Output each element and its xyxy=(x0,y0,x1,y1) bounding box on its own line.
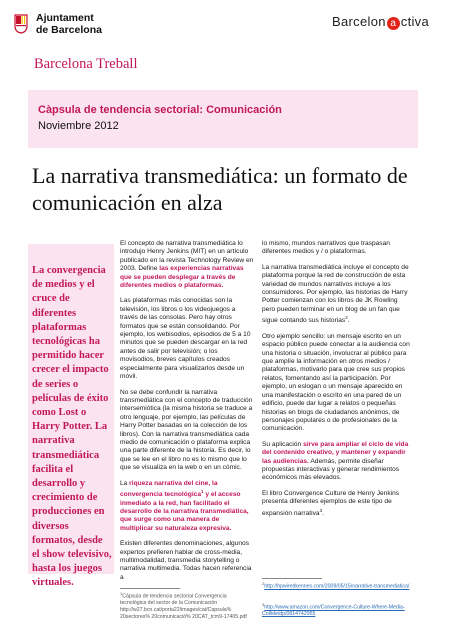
highlight-text: y el acceso inmediato a la red, han facilitado el desarrollo de la narrativa transmediática, que surge como una manera de multiplicar su naturaleza expresiva. xyxy=(120,491,249,532)
paragraph-text: El concepto de narrativa transmediática lo introdujo Henry Jenkins (MIT) en un artículo publicado en la revista Technology Review en 2003. Define xyxy=(120,240,254,273)
paragraph-text: La narrativa transmediática incluye el concepto de plataforma porque la red de construcción de esta variedad de mundos narrativos incluye a los consumidores. Por ejemplo, las historias de Harry Potter comienzan con los libros de JK Rowling pero pueden terminar en un blog de un fan que sigue contando sus historias xyxy=(262,263,409,325)
paragraph-text: La xyxy=(120,479,130,487)
paragraph: lo mismo, mundos narrativos que traspasan diferentes medios y / o plataformas. xyxy=(262,240,390,256)
highlight-text: sirve para ampliar el ciclo de vida del contenido creativo, y mantener y expandir las audiencias. xyxy=(262,440,409,465)
paragraph-text: El libro Convergence Culture de Henry Jenkins presenta diferentes ejemplos de este tipo de expansión narrativa xyxy=(262,489,400,517)
highlight-text: riqueza narrativa del cine, la convergencia tecnológica xyxy=(120,479,218,499)
sidebar-summary xyxy=(28,244,114,589)
capsule-date: Noviembre 2012 xyxy=(38,120,119,132)
footnote-ref[interactable]: 3 xyxy=(319,507,323,513)
footnote-3 xyxy=(262,602,410,618)
footnote-link[interactable]: http://www.amazon.com/Convergence-Culture-Where-Media-Collide/dp/0814742955 xyxy=(262,604,405,618)
capsule-label: Càpsula de tendencia sectorial: Comunicación xyxy=(38,104,282,116)
footnote-number: 3 xyxy=(262,602,265,607)
page-header xyxy=(0,0,453,50)
sidebar-summary-text: La convergencia de medios y el cruce de diferentes plataformas tecnológicas ha permitido hacer crecer el impacto de series o películas de éxito como Lost o Harry Potter. La narrativa transmediática facilita el desarrollo y crecimiento de producciones en diversos formatos, desde el show televisivo, hasta los juegos virtuales. xyxy=(32,265,112,589)
footnote-number: 1 xyxy=(120,591,123,596)
paragraph xyxy=(120,480,254,534)
main-title: La narrativa transmediática: un formato de comunicación en alza xyxy=(32,163,408,215)
footnote-link[interactable]: http://hpwiredkennes.com/2009/05/15/narrative-transmediatica/ xyxy=(264,583,410,590)
paragraph xyxy=(262,441,410,483)
paragraph: No se debe confundir la narrativa transmediática con el concepto de traducción intersemiótica (la misma historia se traduce a otro lenguaje, por ejemplo, las películas de Harry Potter basadas en la colección de los libros). Con la narrativa transmediática cada medio de comunicación o plataforma explica una parte diferente de la historia. Es decir, lo que se lee en el libro no es lo mismo que lo que se visualiza en la web o en un cómic. xyxy=(120,388,253,472)
paragraph: El libro Convergence Culture de Henry Jenkins presenta diferentes ejemplos de este tipo de expansión narrativa$^3$. xyxy=(262,489,400,517)
ajuntament-logo-line1: Ajuntament xyxy=(36,12,94,24)
paragraph: Las plataformas más conocidas son la televisión, los libros o los videojuegos a través de las consolas. Pero hay otros formatos que se están consolidando. Por ejemplo, los webisodios, episodios de 5 a 10 minutos que se pueden descargar en la red antes de salir por televisión; o los movisodios, breves capítulos creados especialmente para visualizarlos desde un móvil. xyxy=(120,297,251,381)
footnote-number: 2 xyxy=(262,581,265,586)
capsule-box xyxy=(28,90,418,148)
section-title: Barcelona Treball xyxy=(34,56,138,72)
ba-logo-before: Barcelon xyxy=(332,14,386,29)
paragraph-text: Además, permite diseñar propuestas interactivas y generar rendimientos económicos más elevados. xyxy=(262,457,400,482)
ajuntament-logo xyxy=(14,12,114,42)
paragraph: Otro ejemplo sencillo: un mensaje escrito en un espacio público puede conectar a la audiencia con una historia o situación, involucrar al público para que amplíe la información en otros medios / plataformas, motivarlo para que cree sus propios relatos, fomentando así la participación. Por ejemplo, un eslogan o un mensaje aparecido en una manifestación o escrito en una pared de un edificio, puede dar lugar a relatos o pequeñas historias en blogs de ciudadanos anónimos, de personajes populares o de profesionales de la comunicación. xyxy=(262,332,410,433)
paragraph: La narrativa transmediática incluye el concepto de plataforma porque la red de construcción de esta variedad de mundos narrativos incluye a los consumidores. Por ejemplo, las historias de Harry Potter comienzan con los libros de JK Rowling pero pueden terminar en un blog de un fan que sigue contando sus historias$^2$. xyxy=(262,263,409,325)
paragraph-text: Su aplicación xyxy=(262,440,304,448)
footnote-2 xyxy=(262,581,410,590)
footnote-divider xyxy=(262,578,322,579)
barcelona-activa-logo xyxy=(332,14,429,30)
footnote-divider xyxy=(120,588,180,589)
footnote-ref[interactable]: 1 xyxy=(200,488,204,494)
paragraph xyxy=(120,240,254,290)
highlight-text: las experiencias narrativas que se pueden desplegar a través de diferentes medios o plataformas. xyxy=(120,265,244,290)
ajuntament-logo-line2: de Barcelona xyxy=(36,24,102,36)
ba-logo-after: ctiva xyxy=(400,14,429,29)
article-column-middle xyxy=(120,240,254,589)
footnote-ref[interactable]: 2 xyxy=(345,315,348,321)
footnote-text: Càpsula de tendencia sectorial Convergencia tecnológica del sector de la Comunicación http://w27.bcn.cat/porta22/images/cat/Capsula% 20sectores% 20comunicació% 20CAT_tcm9-17405.pdf xyxy=(120,593,247,620)
article-column-right xyxy=(262,240,410,525)
ba-logo-a-circle: a xyxy=(387,17,400,30)
footnote-1 xyxy=(120,591,254,620)
paragraph: Existen diferentes denominaciones, algunos expertos prefieren hablar de cross-media, multimodalidad, transmedia storytelling o narrativa multimedia. Todas hacen referencia a xyxy=(120,540,252,581)
barcelona-shield-icon xyxy=(14,14,28,34)
